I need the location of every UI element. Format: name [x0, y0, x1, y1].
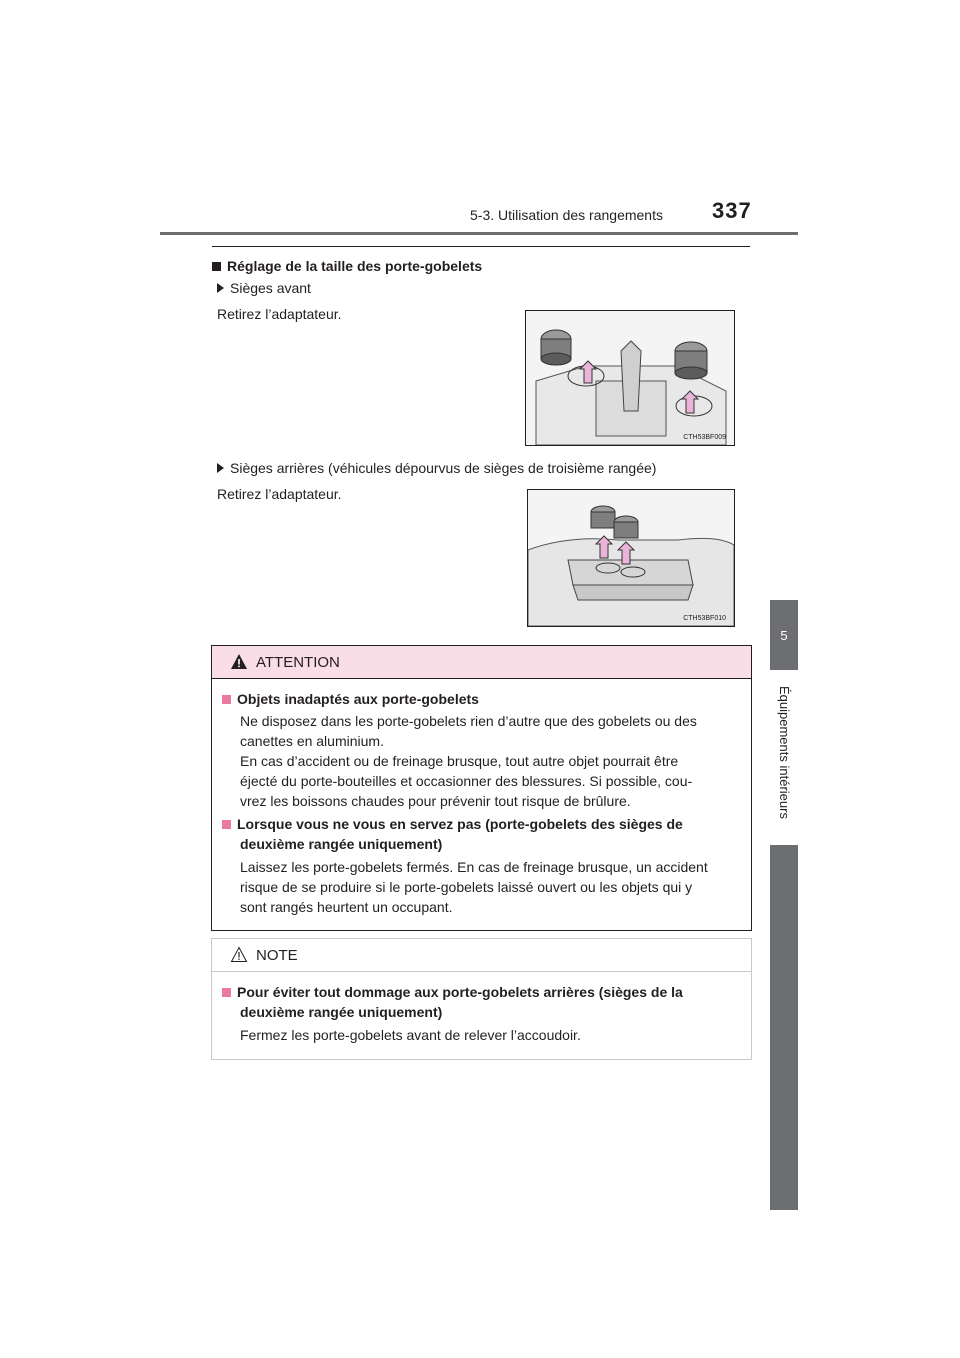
note-header	[212, 939, 751, 972]
attention-item-2-line: risque de se produire si le porte-gobelets laissé ouvert ou les objets qui y	[240, 879, 693, 895]
attention-item-2-line: Laissez les porte-gobelets fermés. En cas de freinage brusque, un accident	[240, 859, 708, 875]
front-seats-label: Sièges avant	[217, 280, 311, 296]
triangle-bullet-icon	[217, 283, 224, 293]
front-figure-code: CTH53BF009	[683, 434, 726, 441]
front-console-illustration	[526, 311, 734, 445]
attention-item-1-line: vrez les boissons chaudes pour prévenir tout risque de brûlure.	[240, 793, 631, 809]
front-cupholder-figure	[525, 310, 735, 446]
heading-square-icon	[212, 262, 221, 271]
attention-box	[211, 645, 752, 931]
warning-icon	[230, 653, 248, 670]
attention-item-2-heading: Lorsque vous ne vous en servez pas (porte-gobelets des sièges de	[222, 814, 683, 834]
chapter-title: Équipements intérieurs	[777, 686, 792, 819]
page-number: 337	[712, 198, 752, 223]
attention-header	[212, 646, 751, 679]
attention-item-1-line: éjecté du porte-bouteilles et occasionner des blessures. Si possible, cou-	[240, 773, 693, 789]
triangle-bullet-icon	[217, 463, 224, 473]
rear-seats-label: Sièges arrières (véhicules dépourvus de sièges de troisième rangée)	[217, 460, 656, 476]
note-heading-cont: deuxième rangée uniquement)	[240, 1004, 443, 1020]
rear-instruction: Retirez l’adaptateur.	[217, 486, 342, 502]
pink-square-icon	[222, 820, 231, 829]
section-heading: Réglage de la taille des porte-gobelets	[212, 258, 482, 274]
attention-item-1-line: canettes en aluminium.	[240, 733, 384, 749]
content-divider	[212, 246, 750, 247]
section-title: 5-3. Utilisation des rangements	[470, 207, 663, 223]
attention-title: ATTENTION	[256, 654, 340, 671]
attention-item-2-line: sont rangés heurtent un occupant.	[240, 899, 453, 915]
rear-cupholder-figure	[527, 489, 735, 627]
note-title: NOTE	[256, 947, 298, 964]
caution-outline-icon	[230, 946, 248, 963]
rear-armrest-illustration	[528, 490, 734, 626]
pink-square-icon	[222, 695, 231, 704]
rear-figure-code: CTH53BF010	[683, 615, 726, 622]
header-divider	[160, 232, 798, 235]
attention-item-1-line: En cas d’accident ou de freinage brusque, tout autre objet pourrait être	[240, 753, 679, 769]
pink-square-icon	[222, 988, 231, 997]
attention-item-2-heading-cont: deuxième rangée uniquement)	[240, 836, 443, 852]
chapter-tab[interactable]	[770, 600, 798, 670]
attention-item-1-heading: Objets inadaptés aux porte-gobelets	[222, 689, 479, 709]
chapter-number: 5	[780, 627, 788, 643]
note-box	[211, 938, 752, 1060]
note-heading: Pour éviter tout dommage aux porte-gobelets arrières (sièges de la	[222, 982, 683, 1002]
attention-item-1-line: Ne disposez dans les porte-gobelets rien d’autre que des gobelets ou des	[240, 713, 697, 729]
note-line: Fermez les porte-gobelets avant de relever l’accoudoir.	[240, 1027, 581, 1043]
front-instruction: Retirez l’adaptateur.	[217, 306, 342, 322]
